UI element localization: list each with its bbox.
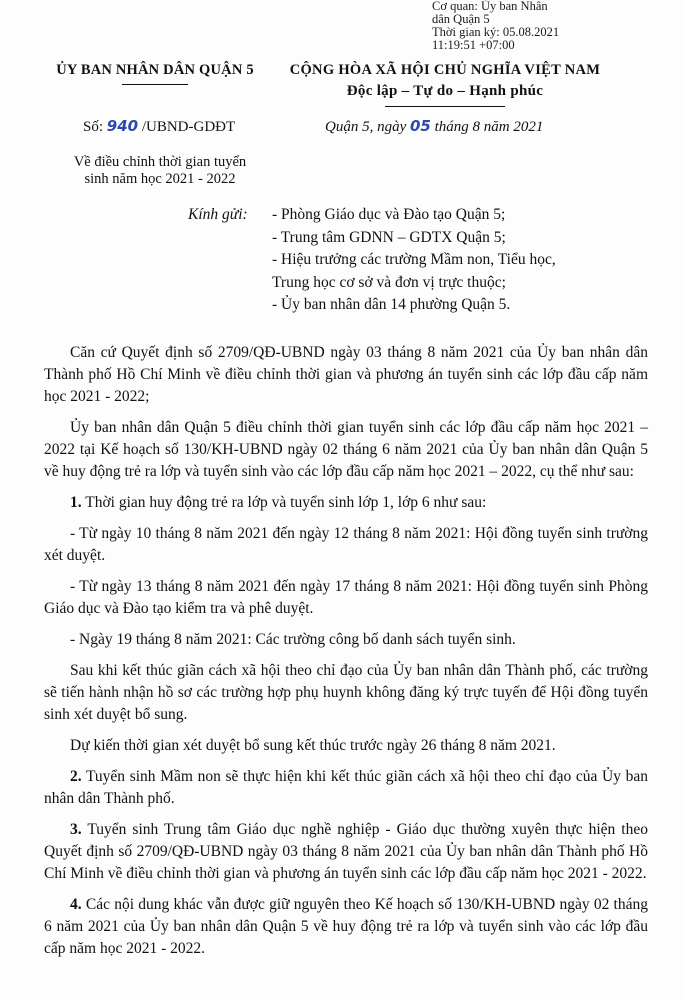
digital-signature-stamp	[432, 0, 682, 52]
recipient-item: - Phòng Giáo dục và Đào tạo Quận 5;	[272, 206, 506, 223]
section-1-item-b: - Từ ngày 13 tháng 8 năm 2021 đến ngày 17 tháng 8 năm 2021: Hội đồng tuyển sinh Phòng Giáo dục và Đào tạo kiểm tra và phê duyệt.	[44, 578, 648, 617]
signature-agency-cont: dân Quận 5	[432, 12, 490, 26]
section-1-deadline: Dự kiến thời gian xét duyệt bổ sung kết thúc trước ngày 26 tháng 8 năm 2021.	[70, 737, 556, 754]
signature-clock: 11:19:51 +07:00	[432, 38, 515, 52]
recipient-item: - Trung tâm GDNN – GDTX Quận 5;	[272, 228, 506, 246]
recipients-block	[188, 204, 556, 317]
paragraph-legal-basis: Căn cứ Quyết định số 2709/QĐ-UBND ngày 03 tháng 8 năm 2021 của Ủy ban nhân dân Thành phố Hồ Chí Minh về điều chỉnh thời gian và phương án tuyển sinh các lớp đầu cấp năm học 2021 - 2022;	[44, 344, 648, 405]
section-4: 4. Các nội dung khác vẫn được giữ nguyên theo Kế hoạch số 130/KH-UBND ngày 02 tháng 6 năm 2021 của Ủy ban nhân dân Quận 5 về huy động trẻ ra lớp và tuyển sinh vào các lớp đầu cấp năm học 2021 - 2022.	[44, 896, 648, 957]
place-and-date: Quận 5, ngày 05 tháng 8 năm 2021	[325, 117, 544, 135]
motto-underline	[385, 106, 505, 107]
document-number: Số: 940 /UBND-GDĐT	[83, 117, 236, 135]
document-body	[44, 342, 648, 960]
nation-name: CỘNG HÒA XÃ HỘI CHỦ NGHĨA VIỆT NAM	[289, 62, 601, 78]
signature-agency: Cơ quan: Ủy ban Nhân	[432, 0, 548, 13]
section-1-item-c: - Ngày 19 tháng 8 năm 2021: Các trường công bố danh sách tuyển sinh.	[70, 631, 516, 648]
section-1-note: Sau khi kết thúc giãn cách xã hội theo chỉ đạo của Ủy ban nhân dân Thành phố, các trường sẽ tiến hành nhận hồ sơ các trường hợp phụ huynh không đăng ký trực tuyến để Hội đồng tuyển sinh xét duyệt bổ sung.	[44, 662, 648, 723]
section-1-item-a: - Từ ngày 10 tháng 8 năm 2021 đến ngày 12 tháng 8 năm 2021: Hội đồng tuyển sinh trường xét duyệt.	[44, 525, 648, 564]
recipient-item: - Ủy ban nhân dân 14 phường Quận 5.	[272, 296, 511, 313]
section-3: 3. Tuyển sinh Trung tâm Giáo dục nghề nghiệp - Giáo dục thường xuyên thực hiện theo Quyết định số 2709/QĐ-UBND ngày 03 tháng 8 năm 2021 của Ủy ban nhân dân Thành phố Hồ Chí Minh về điều chỉnh thời gian và phương án tuyển sinh các lớp đầu cấp năm học 2021 - 2022.	[44, 821, 648, 882]
national-title	[285, 62, 605, 100]
recipient-item: Trung học cơ sở và đơn vị trực thuộc;	[272, 273, 506, 291]
issuing-organization: ỦY BAN NHÂN DÂN QUẬN 5	[50, 62, 260, 79]
section-2: 2. Tuyển sinh Mầm non sẽ thực hiện khi kết thúc giãn cách xã hội theo chỉ đạo của Ủy ban nhân dân Thành phố.	[44, 768, 648, 807]
document-subject: Về điều chỉnh thời gian tuyển sinh năm học 2021 - 2022	[73, 154, 247, 187]
signature-time: Thời gian ký: 05.08.2021	[432, 25, 560, 39]
national-motto: Độc lập – Tự do – Hạnh phúc	[346, 83, 544, 99]
section-1-heading: 1. Thời gian huy động trẻ ra lớp và tuyển sinh lớp 1, lớp 6 như sau:	[70, 494, 487, 511]
handwritten-number: 940	[106, 117, 139, 135]
handwritten-day: 05	[410, 117, 431, 135]
paragraph-intro: Ủy ban nhân dân Quận 5 điều chỉnh thời gian tuyển sinh các lớp đầu cấp năm học 2021 – 2022 tại Kế hoạch số 130/KH-UBND ngày 02 tháng 6 năm 2021 của Ủy ban nhân dân Quận 5 về huy động trẻ ra lớp và tuyển sinh vào các lớp đầu cấp năm học 2021 – 2022, cụ thể như sau:	[44, 419, 648, 480]
org-underline	[122, 84, 188, 85]
recipient-item: - Hiệu trưởng các trường Mầm non, Tiểu học,	[272, 251, 556, 268]
recipients-label: Kính gửi:	[188, 206, 248, 223]
